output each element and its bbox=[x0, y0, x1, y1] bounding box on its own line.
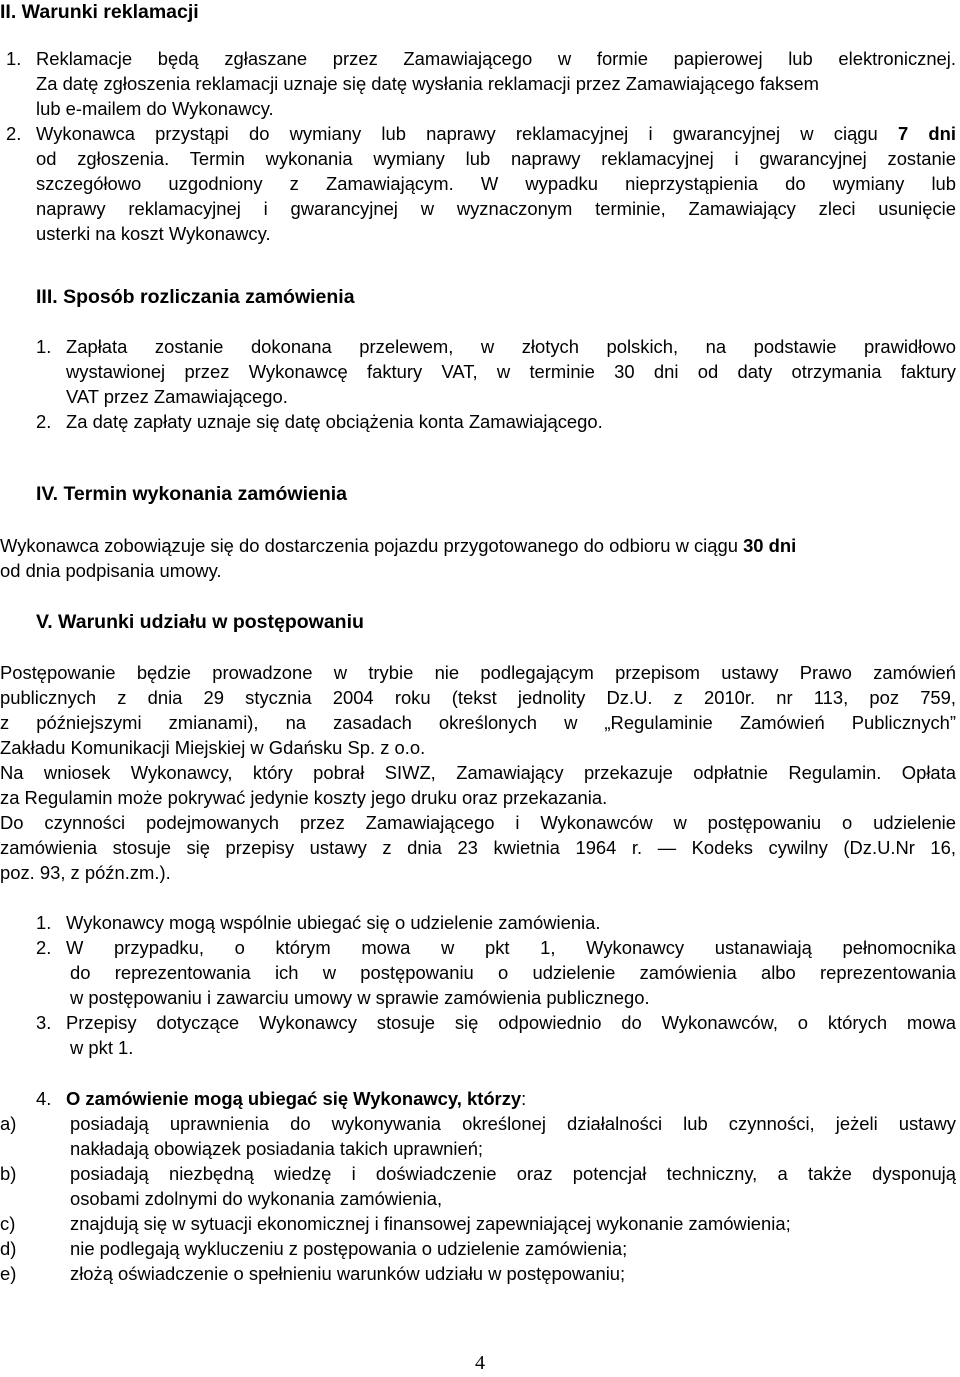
item-number: 1. bbox=[36, 912, 52, 933]
item-number: 2. bbox=[36, 411, 52, 432]
section-2-item-1-line-1 bbox=[6, 47, 956, 71]
item-text: Wykonawca przystąpi do wymiany lub naprawy reklamacyjnej i gwarancyjnej w ciągu bbox=[36, 123, 898, 144]
condition-a-line-2: nakładają obowiązek posiadania takich uprawnień; bbox=[70, 1138, 484, 1159]
item-number: 1. bbox=[6, 48, 22, 69]
item-text: od zgłoszenia. bbox=[36, 148, 170, 169]
section-5-civil-line-2: zamówienia stosuje się przepisy ustawy z dnia 23 kwietnia 1964 r. — Kodeks cywilny (Dz.U.Nr 16, bbox=[0, 837, 956, 858]
section-3-item-1-line-3: VAT przez Zamawiającego. bbox=[66, 386, 288, 407]
condition-label: b) bbox=[0, 1163, 17, 1184]
condition-text: złożą oświadczenie o spełnieniu warunków udziału w postępowaniu; bbox=[70, 1263, 626, 1284]
condition-label: e) bbox=[0, 1263, 17, 1284]
condition-text: znajdują się w sytuacji ekonomicznej i finansowej zapewniającej wykonanie zamówienia; bbox=[70, 1213, 791, 1234]
section-4-line-2: od dnia podpisania umowy. bbox=[0, 560, 222, 581]
condition-e bbox=[0, 1262, 956, 1286]
item-text: W przypadku, o którym mowa w pkt 1, Wykonawcy ustanawiają pełnomocnika bbox=[66, 937, 956, 958]
item-number: 4. bbox=[36, 1088, 52, 1109]
section-2-item-2-line-1 bbox=[6, 122, 956, 146]
section-2-heading: II. Warunki reklamacji bbox=[0, 1, 199, 23]
section-5-request-line-2: za Regulamin może pokrywać jedynie koszty jego druku oraz przekazania. bbox=[0, 787, 608, 808]
section-5-intro-line-2: publicznych z dnia 29 stycznia 2004 roku (tekst jednolity Dz.U. z 2010r. nr 113, poz 759, bbox=[0, 687, 956, 708]
condition-a-line-1 bbox=[0, 1112, 956, 1136]
condition-label: a) bbox=[0, 1113, 17, 1134]
condition-d bbox=[0, 1237, 956, 1261]
section-2-item-2-line-4: naprawy reklamacyjnej i gwarancyjnej w wyznaczonym terminie, Zamawiający zleci usunięcie bbox=[36, 198, 956, 219]
item-number: 3. bbox=[36, 1012, 52, 1033]
section-3-item-2-line-1 bbox=[36, 410, 956, 434]
condition-text: nie podlegają wykluczeniu z postępowania o udzielenie zamówienia; bbox=[70, 1238, 628, 1259]
section-5-item-1 bbox=[36, 911, 956, 935]
section-5-item-3-line-1 bbox=[36, 1011, 956, 1035]
section-5-civil-line-3: poz. 93, z późn.zm.). bbox=[0, 862, 171, 883]
section-5-intro-line-4: Zakładu Komunikacji Miejskiej w Gdańsku Sp. z o.o. bbox=[0, 737, 426, 758]
section-3-heading: III. Sposób rozliczania zamówienia bbox=[36, 286, 355, 308]
page-number: 4 bbox=[475, 1352, 485, 1374]
item-text: Przepisy dotyczące Wykonawcy stosuje się odpowiednio do Wykonawców, o których mowa bbox=[66, 1012, 956, 1033]
section-5-intro-line-3: z późniejszymi zmianami), na zasadach określonych w „Regulaminie Zamówień Publicznych” bbox=[0, 712, 956, 733]
item-number: 2. bbox=[6, 123, 22, 144]
item-number: 1. bbox=[36, 336, 52, 357]
section-5-item-2-line-1 bbox=[36, 936, 956, 960]
condition-b-line-2: osobami zdolnymi do wykonania zamówienia, bbox=[70, 1188, 443, 1209]
condition-label: c) bbox=[0, 1213, 16, 1234]
section-3-item-1-line-2: wystawionej przez Wykonawcę faktury VAT, w terminie 30 dni od daty otrzymania faktury bbox=[66, 361, 956, 382]
deadline-days: 7 dni bbox=[897, 123, 956, 144]
section-5-request-line-1: Na wniosek Wykonawcy, który pobrał SIWZ, Zamawiający przekazuje odpłatnie Regulamin. Opłata bbox=[0, 762, 956, 783]
section-4-line-1 bbox=[0, 534, 956, 558]
section-5-item-2-line-2: do reprezentowania ich w postępowaniu o udzielenie zamówienia albo reprezentowania bbox=[70, 962, 956, 983]
item-colon: : bbox=[521, 1088, 527, 1109]
condition-text: posiadają niezbędną wiedzę i doświadczenie oraz potencjał techniczny, a także dysponują bbox=[70, 1163, 956, 1184]
section-5-intro-line-1: Postępowanie będzie prowadzone w trybie nie podlegającym przepisom ustawy Prawo zamówień bbox=[0, 662, 956, 683]
section-2-item-1-line-2: Za datę zgłoszenia reklamacji uznaje się datę wysłania reklamacji przez Zamawiającego faksem bbox=[36, 73, 819, 94]
condition-text: posiadają uprawnienia do wykonywania określonej działalności lub czynności, jeżeli ustawy bbox=[70, 1113, 956, 1134]
item-text: O zamówienie mogą ubiegać się Wykonawcy, którzy bbox=[66, 1088, 522, 1109]
condition-label: d) bbox=[0, 1238, 17, 1259]
section-2-item-2-line-5: usterki na koszt Wykonawcy. bbox=[36, 223, 271, 244]
condition-c bbox=[0, 1212, 956, 1236]
delivery-text: Wykonawca zobowiązuje się do dostarczenia pojazdu przygotowanego do odbioru w ciągu bbox=[0, 535, 744, 556]
item-text: Reklamacje będą zgłaszane przez Zamawiającego w formie papierowej lub elektronicznej. bbox=[36, 48, 956, 69]
section-2-item-2-line-2 bbox=[36, 147, 956, 171]
item-text: Za datę zapłaty uznaje się datę obciążenia konta Zamawiającego. bbox=[66, 411, 603, 432]
delivery-days: 30 dni bbox=[743, 535, 797, 556]
section-4-heading: IV. Termin wykonania zamówienia bbox=[36, 483, 348, 505]
item-text-cont: Termin wykonania wymiany lub naprawy reklamacyjnej i gwarancyjnej zostanie bbox=[189, 148, 956, 169]
section-5-item-4 bbox=[36, 1087, 956, 1111]
item-number: 2. bbox=[36, 937, 52, 958]
section-2-item-1-line-3: lub e-mailem do Wykonawcy. bbox=[36, 98, 274, 119]
section-5-item-2-line-3: w postępowaniu i zawarciu umowy w sprawie zamówienia publicznego. bbox=[70, 987, 650, 1008]
section-5-civil-line-1: Do czynności podejmowanych przez Zamawiającego i Wykonawców w postępowaniu o udzielenie bbox=[0, 812, 956, 833]
section-5-heading: V. Warunki udziału w postępowaniu bbox=[36, 611, 364, 633]
item-text: Zapłata zostanie dokonana przelewem, w złotych polskich, na podstawie prawidłowo bbox=[66, 336, 956, 357]
section-3-item-1-line-1 bbox=[36, 335, 956, 359]
section-2-item-2-line-3: szczegółowo uzgodniony z Zamawiającym. W wypadku nieprzystąpienia do wymiany lub bbox=[36, 173, 956, 194]
item-text: Wykonawcy mogą wspólnie ubiegać się o udzielenie zamówienia. bbox=[66, 912, 601, 933]
section-5-item-3-line-2: w pkt 1. bbox=[70, 1037, 134, 1058]
condition-b-line-1 bbox=[0, 1162, 956, 1186]
